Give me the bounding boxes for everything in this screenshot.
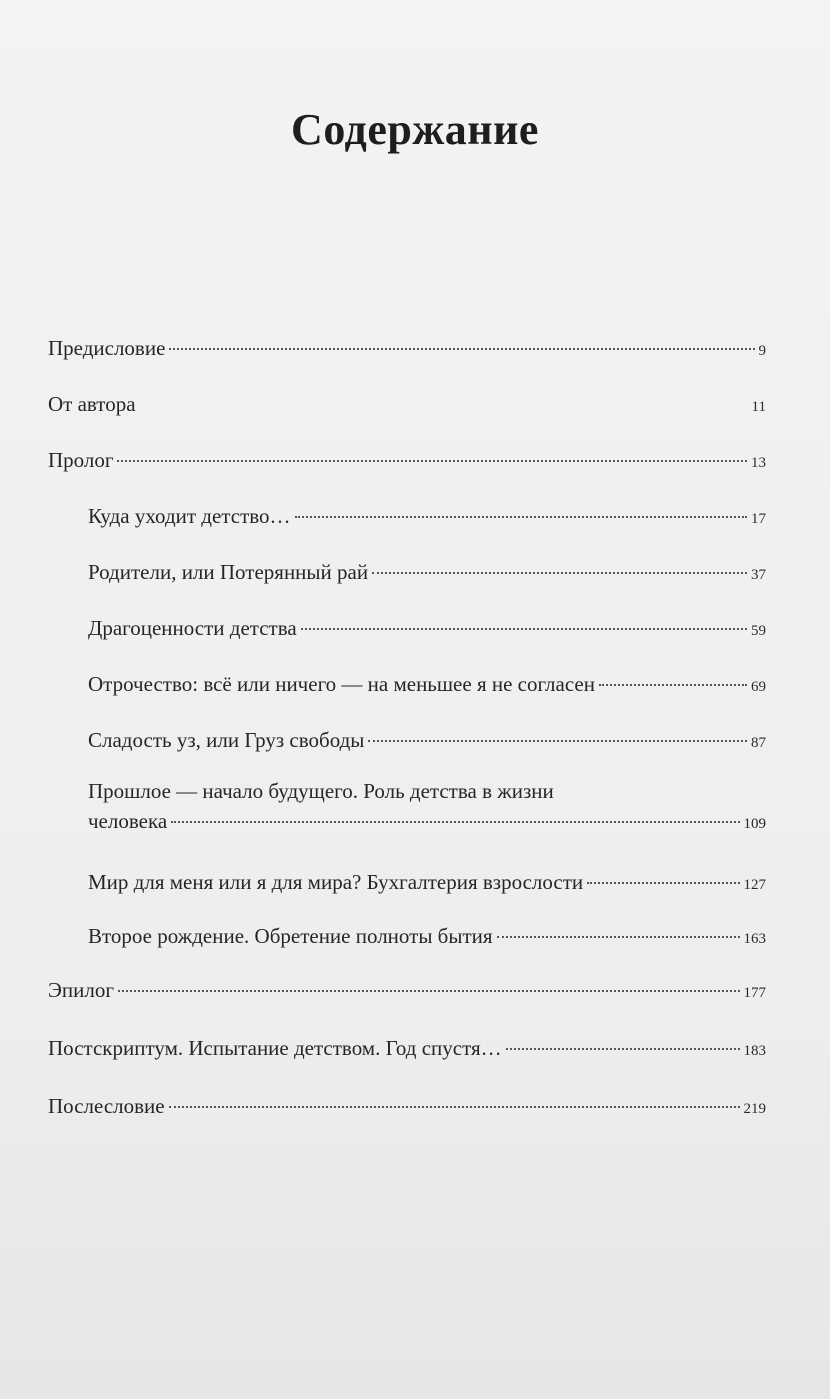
toc-entry-label: Послесловие xyxy=(48,1094,165,1118)
toc-entry-chapter-8 xyxy=(88,922,766,953)
toc-page-number: 127 xyxy=(743,877,766,893)
dot-leader xyxy=(169,348,754,350)
toc-entry-epilogue xyxy=(48,976,766,1007)
dot-leader xyxy=(506,1048,740,1050)
toc-entry-label: Мир для меня или я для мира? Бухгалтерия взрослости xyxy=(88,870,584,894)
toc-page-number: 163 xyxy=(743,931,766,947)
dot-leader xyxy=(497,936,740,938)
toc-page-number: 9 xyxy=(758,343,766,359)
toc-entry-prologue xyxy=(48,446,766,477)
toc-page-number: 87 xyxy=(751,735,766,751)
toc-entry-chapter-7 xyxy=(88,868,766,899)
toc-entry-label: Родители, или Потерянный рай xyxy=(88,560,369,584)
toc-entry-label: Постскриптум. Испытание детством. Год спустя… xyxy=(48,1036,502,1060)
toc-page-number: 59 xyxy=(751,623,766,639)
toc-page-number: 69 xyxy=(751,679,766,695)
toc-entry-label: Отрочество: всё или ничего — на меньшее я не согласен xyxy=(88,672,595,696)
toc-entry-label: Эпилог xyxy=(48,978,114,1002)
dot-leader xyxy=(117,460,747,462)
toc-entry-label: Предисловие xyxy=(48,336,166,360)
toc-page-number: 11 xyxy=(751,399,766,415)
toc-page-number: 177 xyxy=(743,985,766,1001)
dot-leader xyxy=(171,821,739,823)
toc-page-number: 13 xyxy=(751,455,766,471)
toc-entry-label: Пролог xyxy=(48,448,114,472)
toc-page-number: 37 xyxy=(751,567,766,583)
toc-page-number: 183 xyxy=(743,1043,766,1059)
toc-entry-chapter-4 xyxy=(88,670,766,701)
toc-entry-chapter-3 xyxy=(88,614,766,645)
dot-leader xyxy=(301,628,747,630)
toc-entry-label: Второе рождение. Обретение полноты бытия xyxy=(88,924,493,948)
toc-entry-label: От автора xyxy=(48,392,136,416)
toc-entry-postscript xyxy=(48,1034,766,1065)
dot-leader xyxy=(295,516,747,518)
toc-entry-from-author xyxy=(48,390,766,421)
toc-entry-label: Сладость уз, или Груз свободы xyxy=(88,728,365,752)
toc-entry-chapter-1 xyxy=(88,502,766,533)
toc-entry-preface xyxy=(48,334,766,365)
toc-entry-label: Куда уходит детство… xyxy=(88,504,291,528)
toc-entry-chapter-6 xyxy=(88,776,766,839)
toc-entry-label-line-2: человека xyxy=(88,809,168,833)
toc-entry-label: Драгоценности детства xyxy=(88,616,297,640)
dot-leader xyxy=(599,684,747,686)
dot-leader xyxy=(587,882,739,884)
toc-page-number: 109 xyxy=(743,816,766,832)
dot-leader xyxy=(169,1106,740,1108)
toc-entry-label-line-1: Прошлое — начало будущего. Роль детства в жизни xyxy=(88,779,554,803)
toc-entry-afterword xyxy=(48,1092,766,1123)
dot-leader xyxy=(368,740,747,742)
toc-page-number: 17 xyxy=(751,511,766,527)
toc-page-number: 219 xyxy=(743,1101,766,1117)
toc-entry-row xyxy=(88,806,766,839)
dot-leader xyxy=(118,990,740,992)
page-title: Содержание xyxy=(291,105,539,154)
toc-entry-chapter-5 xyxy=(88,726,766,757)
toc-entry-chapter-2 xyxy=(88,558,766,589)
dot-leader xyxy=(372,572,747,574)
dot-leader xyxy=(140,404,748,406)
